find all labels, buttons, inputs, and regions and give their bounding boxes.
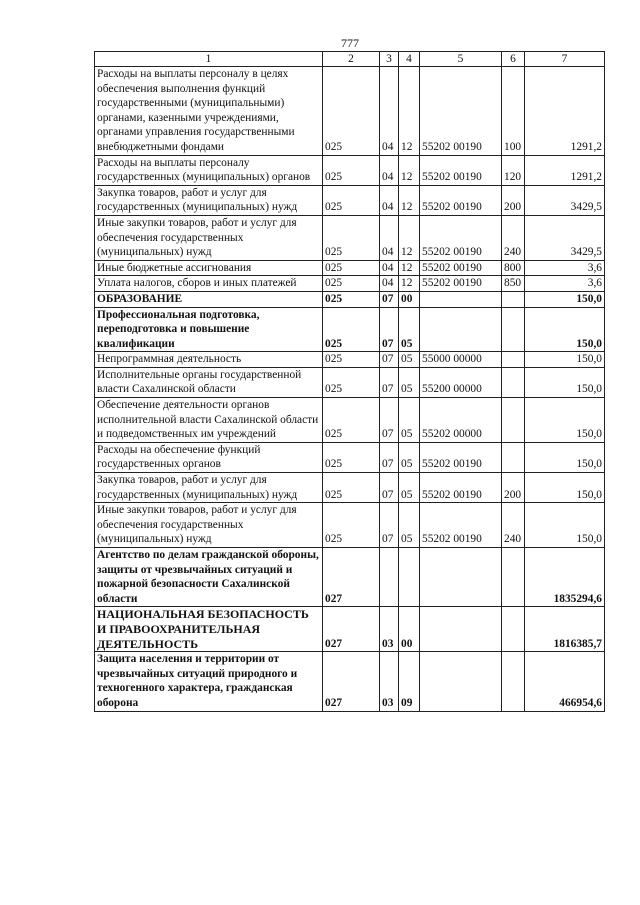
column-header: 1 [95,52,323,67]
target-article-code: 55202 00190 [420,260,502,276]
amount: 3,6 [525,260,605,276]
row-name: Иные закупки товаров, работ и услуг для обеспечения государственных (муниципальных) нужд [95,215,323,260]
subsection-code: 05 [399,473,420,503]
subsection-code: 00 [399,291,420,307]
table-row [95,307,605,352]
table-row [95,215,605,260]
target-article-code: 55202 00190 [420,276,502,292]
subsection-code: 09 [399,652,420,711]
table-row [95,155,605,185]
subsection-code: 12 [399,260,420,276]
target-article-code: 55202 00190 [420,67,502,156]
subsection-code [399,548,420,607]
subsection-code: 05 [399,307,420,352]
section-code: 07 [380,291,399,307]
column-header: 7 [525,52,605,67]
section-code: 07 [380,473,399,503]
column-header: 4 [399,52,420,67]
amount: 150,0 [525,352,605,368]
expense-type-code [502,367,525,397]
subsection-code: 00 [399,607,420,652]
subsection-code: 12 [399,155,420,185]
amount: 150,0 [525,442,605,472]
table-row [95,260,605,276]
target-article-code: 55202 00190 [420,185,502,215]
amount: 150,0 [525,291,605,307]
budget-table [94,51,605,712]
grbs-code: 025 [323,473,380,503]
expense-type-code [502,442,525,472]
table-row [95,291,605,307]
target-article-code: 55200 00000 [420,367,502,397]
row-name: Иные закупки товаров, работ и услуг для обеспечения государственных (муниципальных) нужд [95,503,323,548]
table-row [95,652,605,711]
grbs-code: 027 [323,607,380,652]
row-name: Непрограммная деятельность [95,352,323,368]
expense-type-code [502,398,525,443]
grbs-code: 025 [323,442,380,472]
expense-type-code [502,652,525,711]
grbs-code: 025 [323,155,380,185]
column-header: 6 [502,52,525,67]
subsection-code: 05 [399,352,420,368]
section-code: 04 [380,155,399,185]
section-code: 03 [380,607,399,652]
grbs-code: 025 [323,185,380,215]
row-name: Профессиональная подготовка, переподготовка и повышение квалификации [95,307,323,352]
row-name: Защита населения и территории от чрезвычайных ситуаций природного и техногенного характера, гражданская оборона [95,652,323,711]
row-name: ОБРАЗОВАНИЕ [95,291,323,307]
grbs-code: 025 [323,67,380,156]
table-row [95,185,605,215]
subsection-code: 12 [399,67,420,156]
target-article-code: 55202 00190 [420,215,502,260]
table-row [95,503,605,548]
column-header: 2 [323,52,380,67]
page-number: 777 [341,36,359,50]
grbs-code: 025 [323,352,380,368]
section-code: 04 [380,185,399,215]
section-code: 07 [380,503,399,548]
row-name: Расходы на выплаты персоналу государственных (муниципальных) органов [95,155,323,185]
section-code [380,548,399,607]
section-code: 03 [380,652,399,711]
grbs-code: 025 [323,291,380,307]
row-name: Расходы на выплаты персоналу в целях обеспечения выполнения функций государственными (муниципальными) органами, казенными учреждениями, органами управления государственными внебюджетными фондами [95,67,323,156]
section-code: 07 [380,367,399,397]
subsection-code: 05 [399,503,420,548]
expense-type-code: 850 [502,276,525,292]
row-name: Закупка товаров, работ и услуг для государственных (муниципальных) нужд [95,473,323,503]
table-body [95,67,605,712]
column-header: 5 [420,52,502,67]
target-article-code: 55000 00000 [420,352,502,368]
target-article-code [420,652,502,711]
section-code: 07 [380,398,399,443]
amount: 1835294,6 [525,548,605,607]
target-article-code [420,607,502,652]
grbs-code: 025 [323,367,380,397]
expense-type-code [502,307,525,352]
expense-type-code: 240 [502,215,525,260]
section-code: 04 [380,215,399,260]
table-row [95,398,605,443]
amount: 466954,6 [525,652,605,711]
row-name: Иные бюджетные ассигнования [95,260,323,276]
target-article-code [420,307,502,352]
subsection-code: 12 [399,276,420,292]
table-row [95,67,605,156]
amount: 150,0 [525,473,605,503]
row-name: Исполнительные органы государственной власти Сахалинской области [95,367,323,397]
table-row [95,548,605,607]
expense-type-code [502,291,525,307]
expense-type-code: 200 [502,185,525,215]
amount: 1291,2 [525,155,605,185]
target-article-code: 55202 00190 [420,503,502,548]
amount: 1816385,7 [525,607,605,652]
grbs-code: 025 [323,276,380,292]
amount: 150,0 [525,503,605,548]
target-article-code: 55202 00190 [420,442,502,472]
section-code: 04 [380,67,399,156]
subsection-code: 12 [399,185,420,215]
row-name: Агентство по делам гражданской обороны, защиты от чрезвычайных ситуаций и пожарной безопасности Сахалинской области [95,548,323,607]
expense-type-code: 800 [502,260,525,276]
subsection-code: 05 [399,398,420,443]
grbs-code: 027 [323,548,380,607]
amount: 150,0 [525,367,605,397]
grbs-code: 027 [323,652,380,711]
table-row [95,473,605,503]
table-row [95,367,605,397]
amount: 3429,5 [525,185,605,215]
expense-type-code: 200 [502,473,525,503]
expense-type-code: 120 [502,155,525,185]
header-row [95,52,605,67]
grbs-code: 025 [323,215,380,260]
table-row [95,276,605,292]
section-code: 07 [380,352,399,368]
row-name: Обеспечение деятельности органов исполнительной власти Сахалинской области и подведомственных им учреждений [95,398,323,443]
expense-type-code [502,607,525,652]
amount: 3,6 [525,276,605,292]
section-code: 04 [380,276,399,292]
target-article-code: 55202 00190 [420,473,502,503]
grbs-code: 025 [323,307,380,352]
amount: 150,0 [525,307,605,352]
target-article-code: 55202 00000 [420,398,502,443]
section-code: 07 [380,442,399,472]
subsection-code: 05 [399,442,420,472]
column-header: 3 [380,52,399,67]
table-row [95,352,605,368]
table-row [95,607,605,652]
row-name: Закупка товаров, работ и услуг для государственных (муниципальных) нужд [95,185,323,215]
grbs-code: 025 [323,503,380,548]
subsection-code: 05 [399,367,420,397]
expense-type-code: 100 [502,67,525,156]
section-code: 04 [380,260,399,276]
grbs-code: 025 [323,398,380,443]
amount: 1291,2 [525,67,605,156]
row-name: Уплата налогов, сборов и иных платежей [95,276,323,292]
target-article-code: 55202 00190 [420,155,502,185]
table-row [95,442,605,472]
expense-type-code: 240 [502,503,525,548]
expense-type-code [502,548,525,607]
grbs-code: 025 [323,260,380,276]
amount: 3429,5 [525,215,605,260]
row-name: НАЦИОНАЛЬНАЯ БЕЗОПАСНОСТЬ И ПРАВООХРАНИТЕЛЬНАЯ ДЕЯТЕЛЬНОСТЬ [95,607,323,652]
target-article-code [420,291,502,307]
expense-type-code [502,352,525,368]
subsection-code: 12 [399,215,420,260]
target-article-code [420,548,502,607]
row-name: Расходы на обеспечение функций государственных органов [95,442,323,472]
amount: 150,0 [525,398,605,443]
section-code: 07 [380,307,399,352]
